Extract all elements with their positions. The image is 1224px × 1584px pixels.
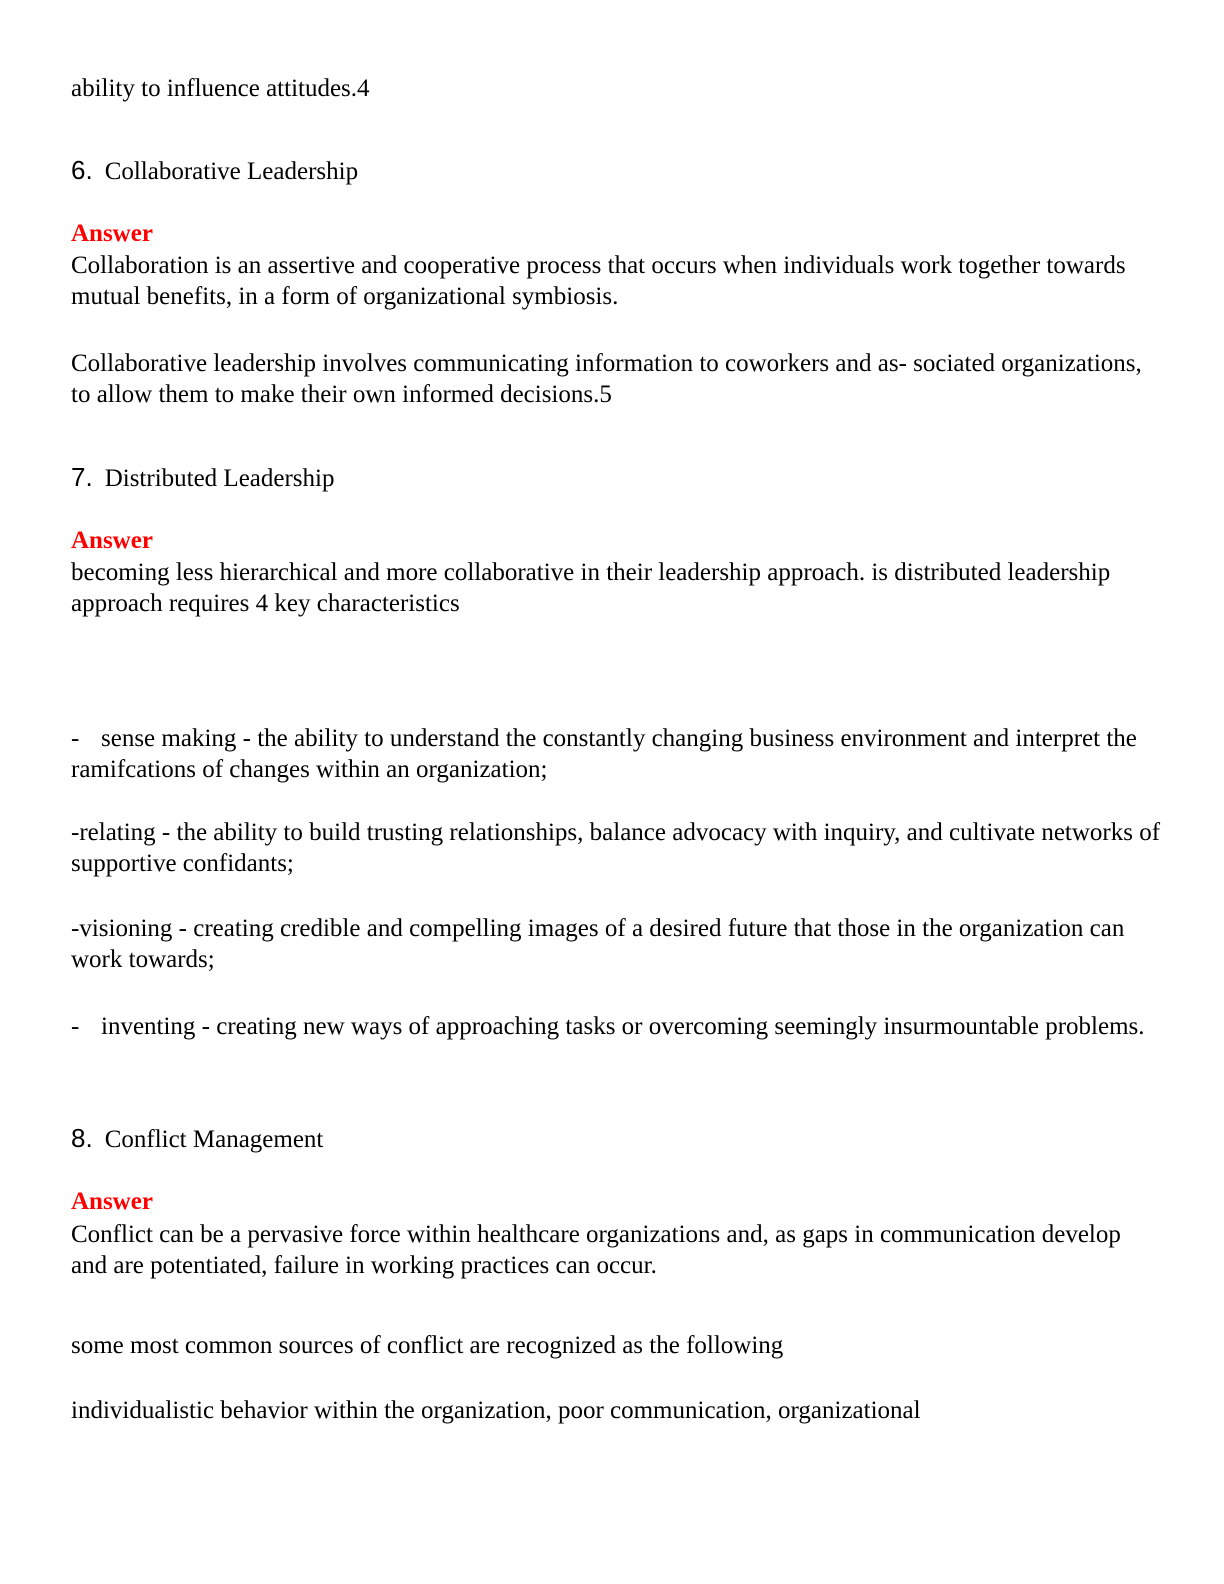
list-dash: -: [71, 1013, 80, 1040]
section-title: Collaborative Leadership: [104, 158, 359, 185]
section-number: 8.: [71, 1123, 93, 1153]
list-item-text: -relating - the ability to build trusting relationships, balance advocacy with inquiry, and cultivate networks of supportive confidants;: [71, 819, 1161, 877]
section-heading-8: [71, 1123, 323, 1155]
list-item: [71, 913, 1161, 975]
section-heading-7: [71, 462, 335, 494]
intro-line: ability to influence attitudes.4: [71, 75, 370, 102]
answer-label: Answer: [71, 220, 153, 247]
paragraph: Collaborative leadership involves communicating information to coworkers and as- sociated organizations, to allow them to make their own informed decisions.5: [71, 350, 1142, 408]
answer-label: Answer: [71, 1188, 153, 1215]
list-item: [71, 723, 1161, 785]
section-title: Conflict Management: [104, 1126, 324, 1153]
paragraph: Conflict can be a pervasive force within healthcare organizations and, as gaps in communication develop and are potentiated, failure in working practices can occur.: [71, 1221, 1121, 1279]
list-item-text: -visioning - creating credible and compelling images of a desired future that those in the organization can work towards;: [71, 915, 1125, 973]
section-title: Distributed Leadership: [104, 465, 335, 492]
list-item-text: sense making - the ability to understand the constantly changing business environment and interpret the ramifcations of changes within an organization;: [71, 725, 1137, 783]
section-heading-6: [71, 155, 358, 187]
paragraph: Collaboration is an assertive and cooperative process that occurs when individuals work together towards mutual benefits, in a form of organizational symbiosis.: [71, 252, 1126, 310]
list-item: [71, 1011, 1161, 1042]
list-dash: -: [71, 725, 80, 752]
answer-label: Answer: [71, 527, 153, 554]
paragraph: some most common sources of conflict are recognized as the following: [71, 1332, 784, 1359]
paragraph: becoming less hierarchical and more collaborative in their leadership approach. is distributed leadership approach requires 4 key characteristics: [71, 559, 1111, 617]
list-item-text: inventing - creating new ways of approaching tasks or overcoming seemingly insurmountable problems.: [101, 1013, 1145, 1040]
paragraph: individualistic behavior within the organization, poor communication, organizational: [71, 1397, 921, 1424]
section-number: 7.: [71, 462, 93, 492]
section-number: 6.: [71, 155, 93, 185]
list-item: [71, 817, 1161, 879]
